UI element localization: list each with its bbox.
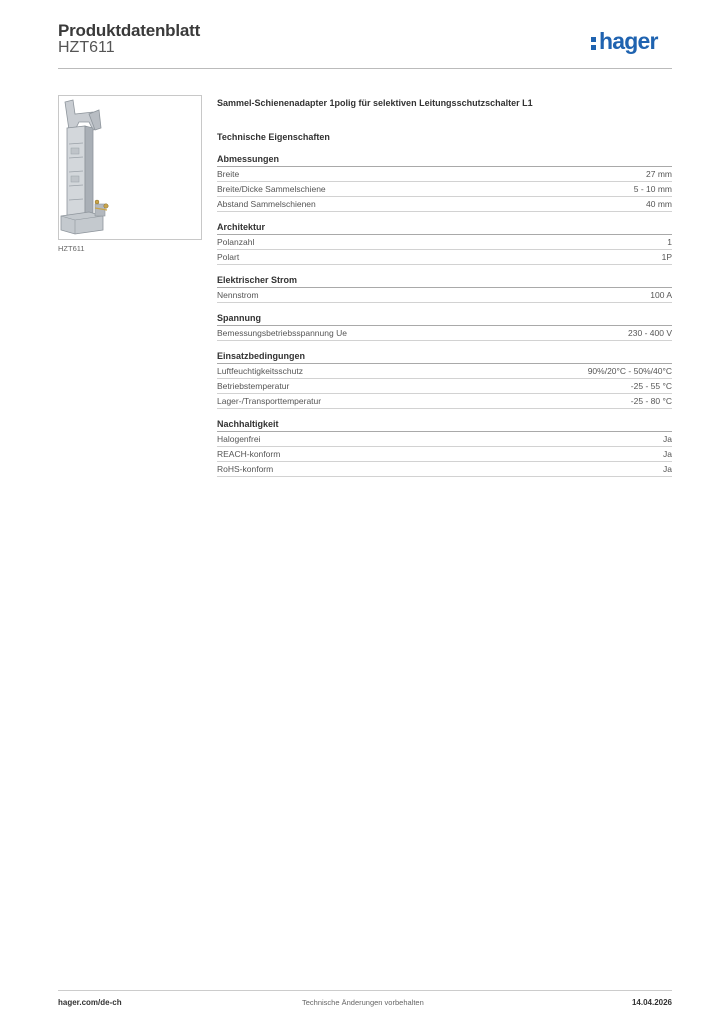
property-label: Nennstrom — [217, 290, 259, 300]
property-row — [217, 394, 672, 409]
property-label: Breite — [217, 169, 240, 179]
property-row — [217, 235, 672, 250]
property-value: 90%/20°C - 50%/40°C — [587, 366, 672, 376]
group-elektrischer-strom — [217, 274, 672, 303]
group-title: Architektur — [217, 221, 672, 235]
group-title: Abmessungen — [217, 153, 672, 167]
group-spannung — [217, 312, 672, 341]
property-value: Ja — [663, 449, 672, 459]
property-row — [217, 447, 672, 462]
property-row — [217, 250, 672, 265]
property-label: REACH-konform — [217, 449, 281, 459]
group-title: Spannung — [217, 312, 672, 326]
logo-dot-bottom — [591, 45, 596, 50]
property-row — [217, 326, 672, 341]
product-description: Sammel-Schienenadapter 1polig für selektiven Leitungsschutzschalter L1 — [217, 98, 533, 108]
property-label: Luftfeuchtigkeitsschutz — [217, 366, 303, 376]
property-value: 1P — [661, 252, 672, 262]
image-caption: HZT611 — [58, 244, 85, 253]
property-label: Halogenfrei — [217, 434, 261, 444]
property-value: -25 - 55 °C — [630, 381, 672, 391]
group-title: Elektrischer Strom — [217, 274, 672, 288]
group-architektur — [217, 221, 672, 265]
group-title: Einsatzbedingungen — [217, 350, 672, 364]
logo-dot-top — [591, 37, 596, 42]
property-label: Abstand Sammelschienen — [217, 199, 316, 209]
product-image — [58, 95, 202, 240]
footer-notice: Technische Änderungen vorbehalten — [302, 998, 424, 1007]
property-label: RoHS-konform — [217, 464, 274, 474]
property-label: Lager-/Transporttemperatur — [217, 396, 322, 406]
property-value: 40 mm — [646, 199, 672, 209]
footer-website-link[interactable]: hager.com/de-ch — [58, 998, 122, 1007]
group-einsatzbedingungen — [217, 350, 672, 409]
header-divider — [58, 68, 672, 69]
group-nachhaltigkeit — [217, 418, 672, 477]
property-row — [217, 379, 672, 394]
property-value: 27 mm — [646, 169, 672, 179]
group-title: Nachhaltigkeit — [217, 418, 672, 432]
properties-section — [217, 96, 672, 477]
property-value: Ja — [663, 464, 672, 474]
property-value: 5 - 10 mm — [633, 184, 672, 194]
footer-divider — [58, 990, 672, 991]
property-value: Ja — [663, 434, 672, 444]
property-value: 100 A — [650, 290, 672, 300]
property-label: Polanzahl — [217, 237, 255, 247]
property-label: Breite/Dicke Sammelschiene — [217, 184, 326, 194]
property-label: Betriebstemperatur — [217, 381, 290, 391]
group-abmessungen — [217, 153, 672, 212]
property-row — [217, 462, 672, 477]
property-value: 1 — [667, 237, 672, 247]
property-row — [217, 167, 672, 182]
hager-logo — [591, 30, 675, 58]
property-row — [217, 197, 672, 212]
property-label: Bemessungsbetriebsspannung Ue — [217, 328, 347, 338]
technical-properties-title: Technische Eigenschaften — [217, 132, 330, 142]
page-title: Produktdatenblatt — [58, 21, 201, 40]
busbar-adapter-illustration — [59, 96, 201, 239]
property-row — [217, 288, 672, 303]
property-row — [217, 432, 672, 447]
property-row — [217, 364, 672, 379]
product-code: HZT611 — [58, 39, 115, 56]
footer-date: 14.04.2026 — [631, 998, 672, 1007]
logo-wordmark: hager — [599, 28, 658, 54]
property-label: Polart — [217, 252, 240, 262]
property-value: -25 - 80 °C — [630, 396, 672, 406]
property-value: 230 - 400 V — [628, 328, 672, 338]
property-row — [217, 182, 672, 197]
